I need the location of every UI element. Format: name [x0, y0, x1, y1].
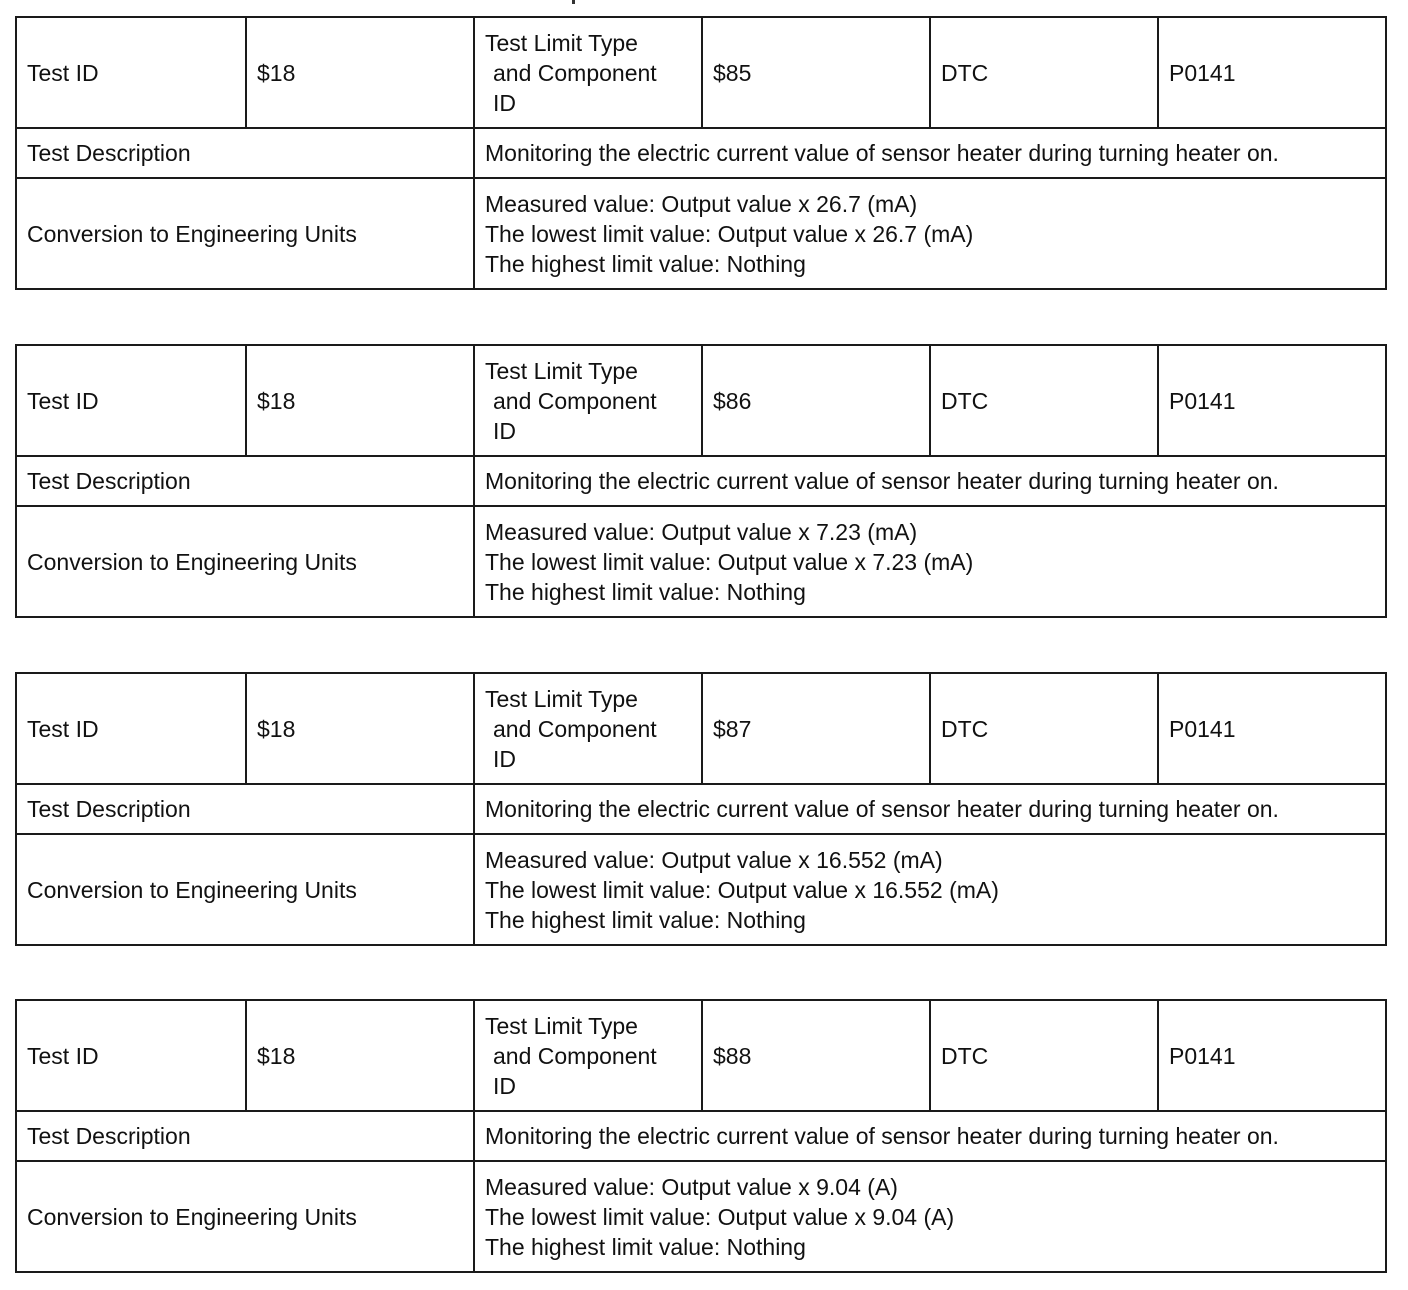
description-value: Monitoring the electric current value of sensor heater during turning heater on.	[474, 784, 1386, 834]
test-id-label: Test ID	[16, 673, 246, 784]
test-table-2	[15, 344, 1387, 618]
limit-type-label-line2: and Component	[493, 1042, 657, 1069]
limit-type-value: $87	[702, 673, 930, 784]
limit-type-label	[474, 673, 702, 784]
conversion-value	[474, 506, 1386, 617]
conversion-label: Conversion to Engineering Units	[16, 506, 474, 617]
test-id-label: Test ID	[16, 345, 246, 456]
test-id-value: $18	[246, 673, 474, 784]
limit-type-label	[474, 17, 702, 128]
dtc-label: DTC	[930, 17, 1158, 128]
highest-limit-text: The highest limit value: Nothing	[485, 906, 806, 933]
description-row	[16, 456, 1386, 506]
description-label: Test Description	[16, 1111, 474, 1161]
limit-type-label-line3: ID	[493, 417, 516, 444]
description-label: Test Description	[16, 784, 474, 834]
highest-limit-text: The highest limit value: Nothing	[485, 578, 806, 605]
description-row	[16, 784, 1386, 834]
conversion-row	[16, 1161, 1386, 1272]
description-value: Monitoring the electric current value of sensor heater during turning heater on.	[474, 1111, 1386, 1161]
test-id-value: $18	[246, 345, 474, 456]
dtc-label: DTC	[930, 1000, 1158, 1111]
test-id-row	[16, 17, 1386, 128]
description-row	[16, 128, 1386, 178]
description-label: Test Description	[16, 128, 474, 178]
dtc-label: DTC	[930, 673, 1158, 784]
conversion-value	[474, 834, 1386, 945]
lowest-limit-text: The lowest limit value: Output value x 7.23 (mA)	[485, 548, 974, 575]
limit-type-label-line2: and Component	[493, 59, 657, 86]
description-value: Monitoring the electric current value of sensor heater during turning heater on.	[474, 128, 1386, 178]
dtc-value: P0141	[1158, 673, 1386, 784]
dtc-value: P0141	[1158, 17, 1386, 128]
limit-type-label-line3: ID	[493, 1072, 516, 1099]
description-value: Monitoring the electric current value of sensor heater during turning heater on.	[474, 456, 1386, 506]
lowest-limit-text: The lowest limit value: Output value x 9.04 (A)	[485, 1203, 955, 1230]
test-id-value: $18	[246, 17, 474, 128]
limit-type-label	[474, 1000, 702, 1111]
dtc-value: P0141	[1158, 345, 1386, 456]
measured-value-text: Measured value: Output value x 7.23 (mA)	[485, 518, 918, 545]
test-table-1	[15, 16, 1387, 290]
limit-type-value: $88	[702, 1000, 930, 1111]
description-label: Test Description	[16, 456, 474, 506]
test-id-row	[16, 673, 1386, 784]
measured-value-text: Measured value: Output value x 9.04 (A)	[485, 1173, 898, 1200]
test-id-label: Test ID	[16, 17, 246, 128]
limit-type-label-line2: and Component	[493, 387, 657, 414]
limit-type-value: $85	[702, 17, 930, 128]
test-id-row	[16, 1000, 1386, 1111]
dtc-value: P0141	[1158, 1000, 1386, 1111]
conversion-label: Conversion to Engineering Units	[16, 178, 474, 289]
lowest-limit-text: The lowest limit value: Output value x 26.7 (mA)	[485, 220, 974, 247]
lowest-limit-text: The lowest limit value: Output value x 16.552 (mA)	[485, 876, 999, 903]
measured-value-text: Measured value: Output value x 16.552 (mA)	[485, 846, 943, 873]
test-id-label: Test ID	[16, 1000, 246, 1111]
limit-type-label-line1: Test Limit Type	[485, 685, 638, 712]
conversion-label: Conversion to Engineering Units	[16, 1161, 474, 1272]
limit-type-label-line3: ID	[493, 89, 516, 116]
test-table-4	[15, 999, 1387, 1273]
test-id-row	[16, 345, 1386, 456]
limit-type-label-line3: ID	[493, 745, 516, 772]
highest-limit-text: The highest limit value: Nothing	[485, 1233, 806, 1260]
description-row	[16, 1111, 1386, 1161]
highest-limit-text: The highest limit value: Nothing	[485, 250, 806, 277]
limit-type-label-line1: Test Limit Type	[485, 29, 638, 56]
limit-type-label	[474, 345, 702, 456]
conversion-label: Conversion to Engineering Units	[16, 834, 474, 945]
conversion-row	[16, 834, 1386, 945]
test-id-value: $18	[246, 1000, 474, 1111]
limit-type-label-line1: Test Limit Type	[485, 1012, 638, 1039]
conversion-row	[16, 178, 1386, 289]
dtc-label: DTC	[930, 345, 1158, 456]
conversion-value	[474, 1161, 1386, 1272]
page-edge-mark	[572, 0, 575, 4]
limit-type-label-line2: and Component	[493, 715, 657, 742]
limit-type-label-line1: Test Limit Type	[485, 357, 638, 384]
measured-value-text: Measured value: Output value x 26.7 (mA)	[485, 190, 918, 217]
limit-type-value: $86	[702, 345, 930, 456]
test-table-3	[15, 672, 1387, 946]
conversion-row	[16, 506, 1386, 617]
conversion-value	[474, 178, 1386, 289]
